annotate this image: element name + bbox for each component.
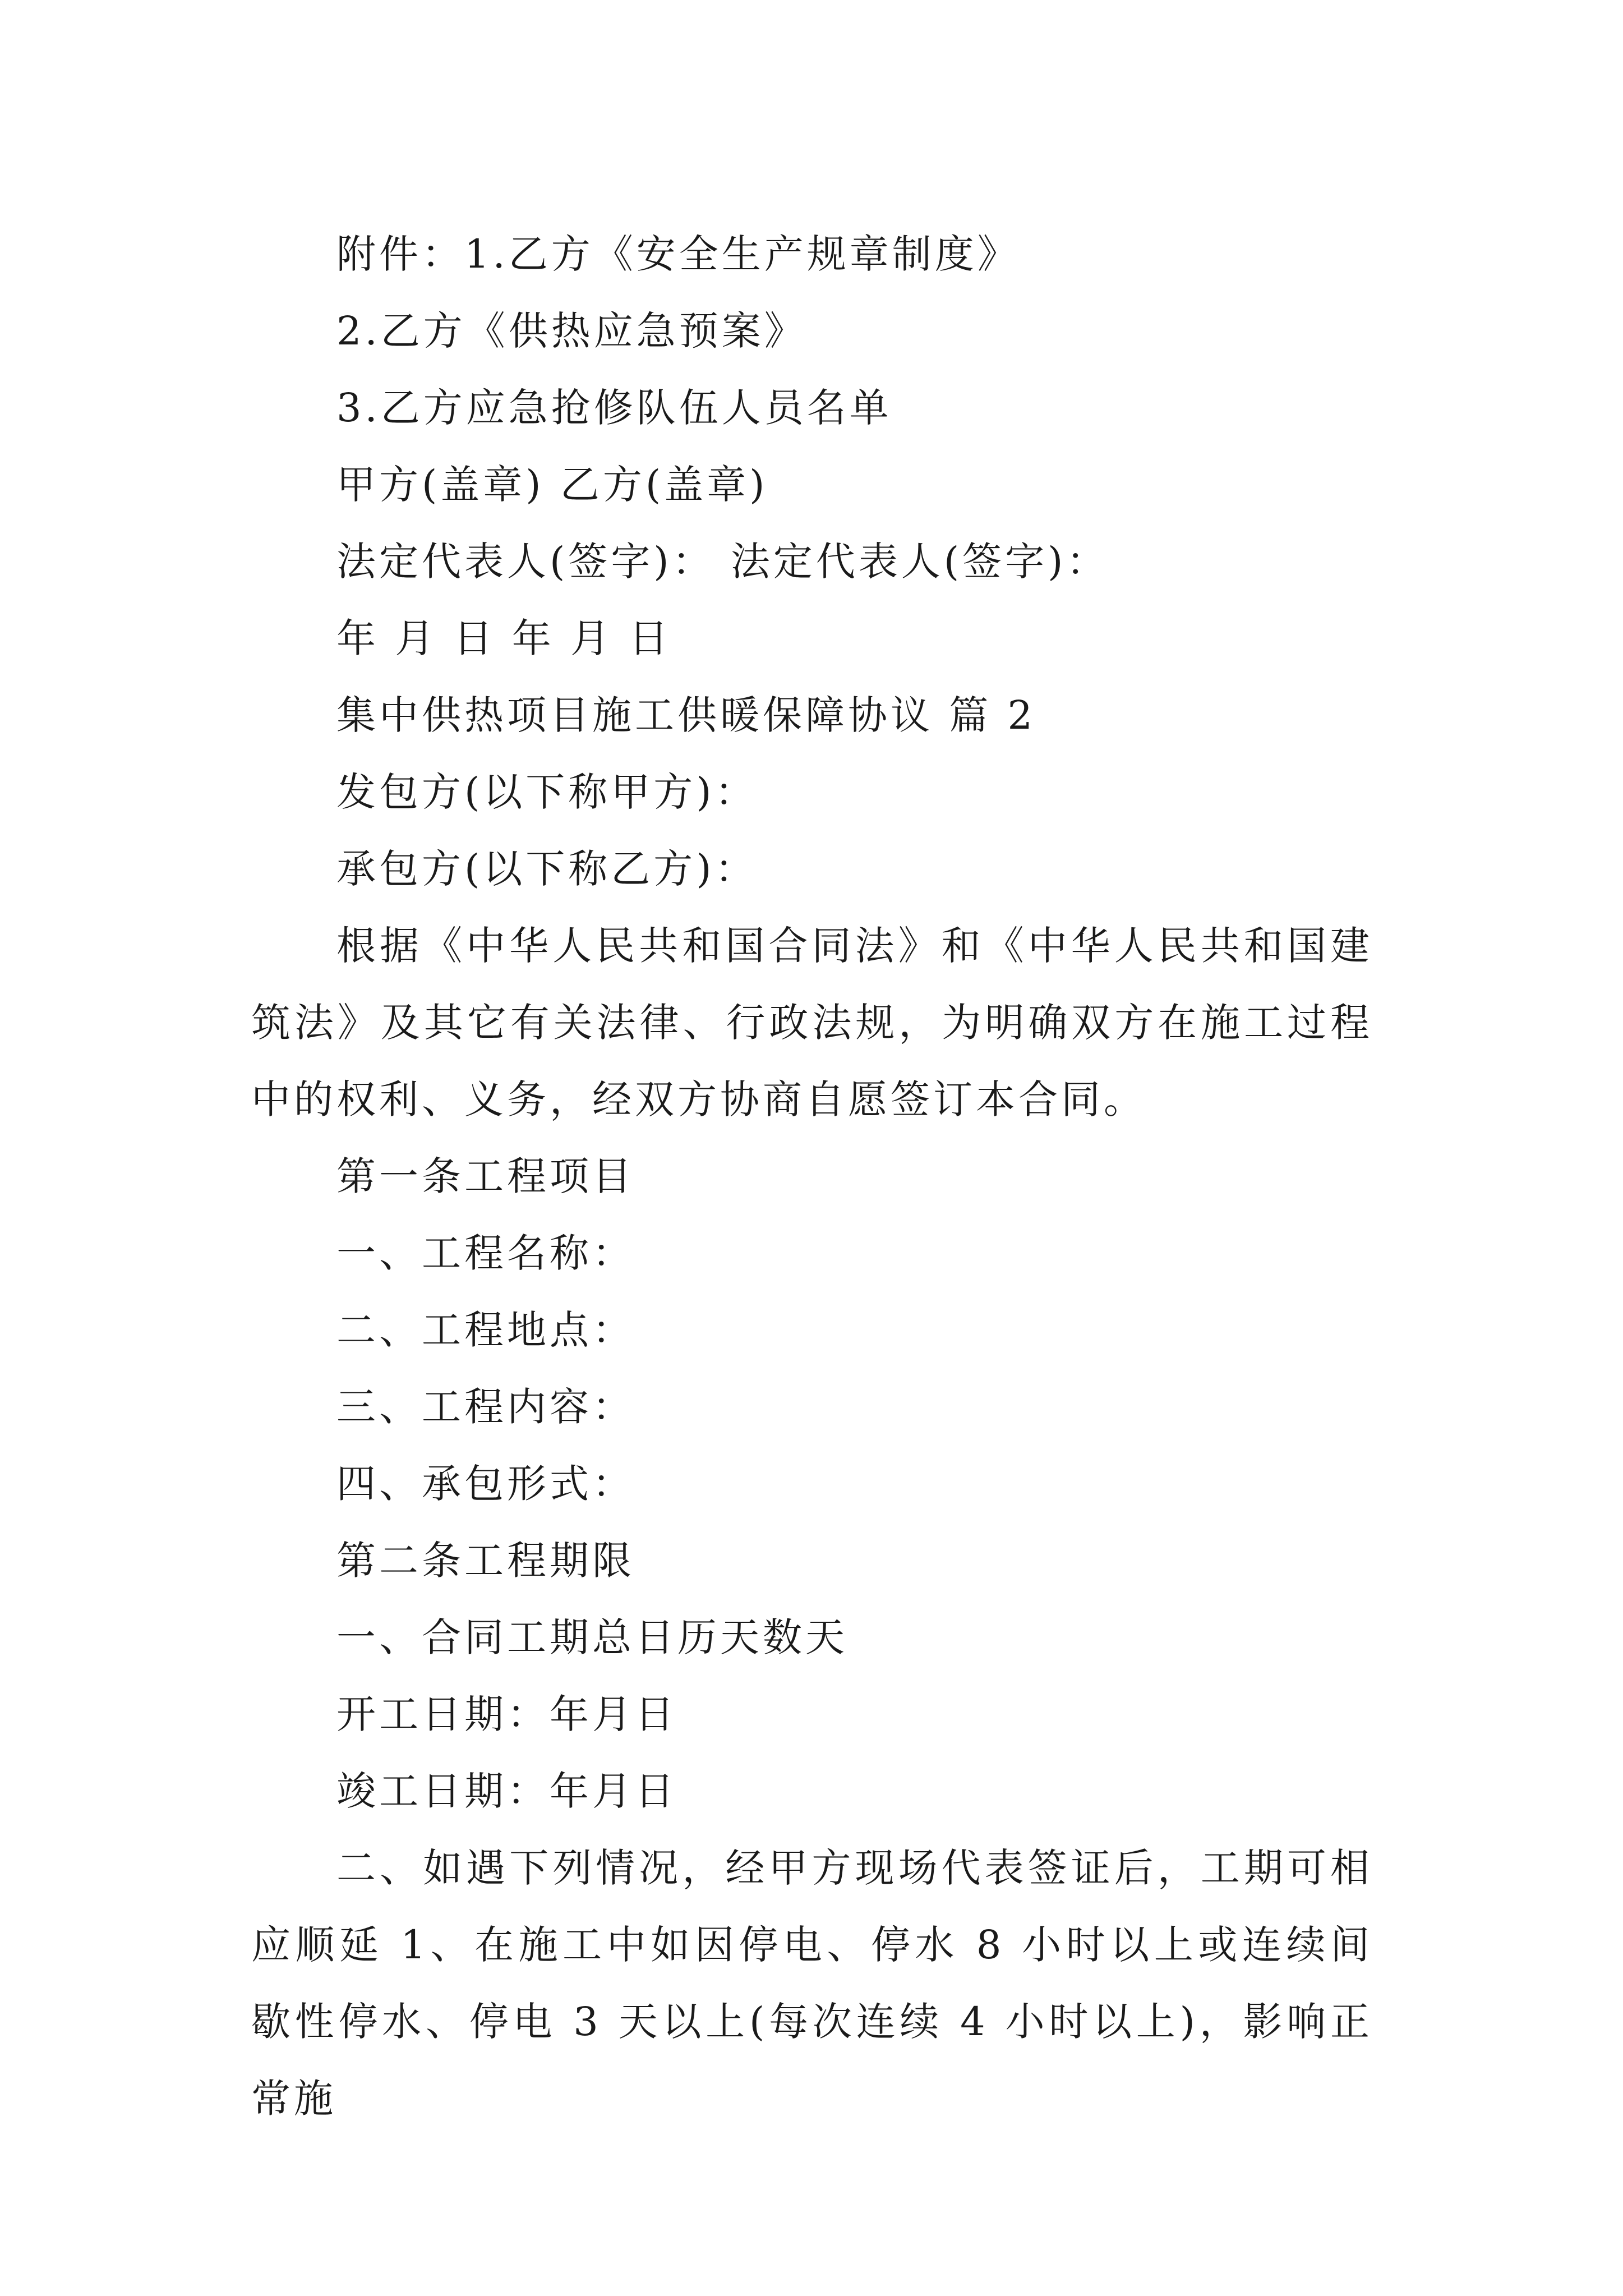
article-1-heading: 第一条工程项目 — [336, 1153, 635, 1199]
basis-paragraph: 根据《中华人民共和国合同法》和《中华人民共和国建筑法》及其它有关法律、行政法规，为明确双方在施工过程中的权利、义务，经双方协商自愿签订本合同。 — [251, 923, 1373, 1122]
document-body — [251, 216, 1373, 2137]
project-content-line: 三、工程内容： — [336, 1384, 635, 1430]
party-a-line: 发包方(以下称甲方)： — [336, 769, 758, 815]
article-2-heading: 第二条工程期限 — [336, 1538, 635, 1584]
total-days-line: 一、合同工期总日历天数天 — [336, 1614, 848, 1660]
section-title: 集中供热项目施工供暖保障协议 篇 2 — [336, 692, 1036, 738]
attachment-line-2: 2.乙方《供热应急预案》 — [336, 308, 807, 354]
signature-line: 法定代表人(签字)： 法定代表人(签字)： — [336, 539, 1109, 585]
contract-form-line: 四、承包形式： — [336, 1461, 635, 1507]
project-location-line: 二、工程地点： — [336, 1307, 635, 1353]
date-line: 年 月 日 年 月 日 — [336, 615, 672, 661]
start-date-line: 开工日期：年月日 — [336, 1691, 677, 1737]
completion-date-line: 竣工日期：年月日 — [336, 1768, 677, 1814]
seal-line: 甲方(盖章) 乙方(盖章) — [336, 462, 768, 508]
party-b-line: 承包方(以下称乙方)： — [336, 846, 758, 892]
attachment-line-3: 3.乙方应急抢修队伍人员名单 — [336, 385, 892, 431]
delay-paragraph: 二、如遇下列情况，经甲方现场代表签证后，工期可相应顺延 1、在施工中如因停电、停水 8 小时以上或连续间歇性停水、停电 3 天以上(每次连续 4 小时以上)，影响正常施 — [251, 1845, 1373, 2122]
attachment-line-1: 附件：1.乙方《安全生产规章制度》 — [336, 231, 1020, 277]
project-name-line: 一、工程名称： — [336, 1230, 635, 1276]
